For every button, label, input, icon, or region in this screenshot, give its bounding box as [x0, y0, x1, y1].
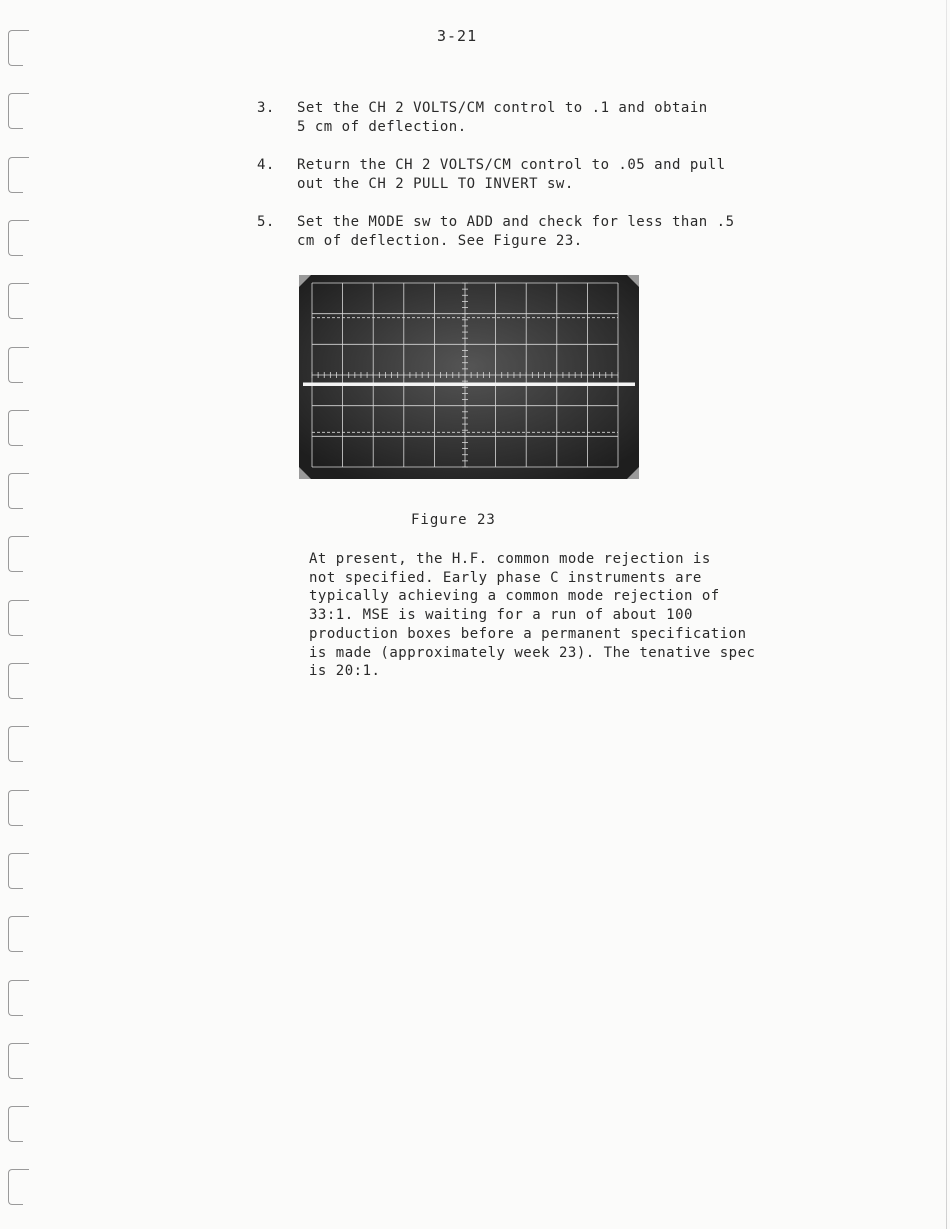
binder-hole [8, 600, 23, 636]
binder-hole [8, 536, 23, 572]
binder-hole [8, 726, 23, 762]
step-5 [257, 213, 757, 251]
figure-caption: Figure 23 [411, 512, 496, 528]
binder-hole [8, 1169, 23, 1205]
binder-hole [8, 916, 23, 952]
binder-hole [8, 157, 23, 193]
step-text: Set the MODE sw to ADD and check for less than .5 cm of deflection. See Figure 23. [297, 214, 735, 249]
screen-background [299, 275, 639, 479]
oscilloscope-screen [299, 275, 639, 479]
binder-hole [8, 790, 23, 826]
oscilloscope-photo [299, 275, 639, 479]
binder-hole [8, 93, 23, 129]
binder-hole [8, 220, 23, 256]
step-number: 5. [257, 214, 275, 230]
page-number: 3-21 [437, 27, 478, 45]
binder-hole [8, 347, 23, 383]
binder-hole [8, 663, 23, 699]
binder-hole [8, 30, 23, 66]
binder-hole [8, 1043, 23, 1079]
step-text: Set the CH 2 VOLTS/CM control to .1 and obtain 5 cm of deflection. [297, 100, 708, 135]
binder-hole [8, 473, 23, 509]
body-paragraph: At present, the H.F. common mode rejection is not specified. Early phase C instruments are typically achieving a common mode rejection of 33:1. MSE is waiting for a run of about 100 production boxes before a permanent specification is made (approximately week 23). The tenative spec is 20:1. [309, 551, 756, 680]
binder-hole [8, 1106, 23, 1142]
step-3 [257, 99, 757, 137]
step-text: Return the CH 2 VOLTS/CM control to .05 and pull out the CH 2 PULL TO INVERT sw. [297, 157, 726, 192]
step-4 [257, 156, 757, 194]
binder-hole [8, 410, 23, 446]
binder-hole [8, 980, 23, 1016]
binder-hole [8, 283, 23, 319]
step-number: 4. [257, 157, 275, 173]
binder-hole [8, 853, 23, 889]
page-edge [946, 0, 947, 1229]
binder-holes [0, 0, 40, 1229]
step-number: 3. [257, 100, 275, 116]
